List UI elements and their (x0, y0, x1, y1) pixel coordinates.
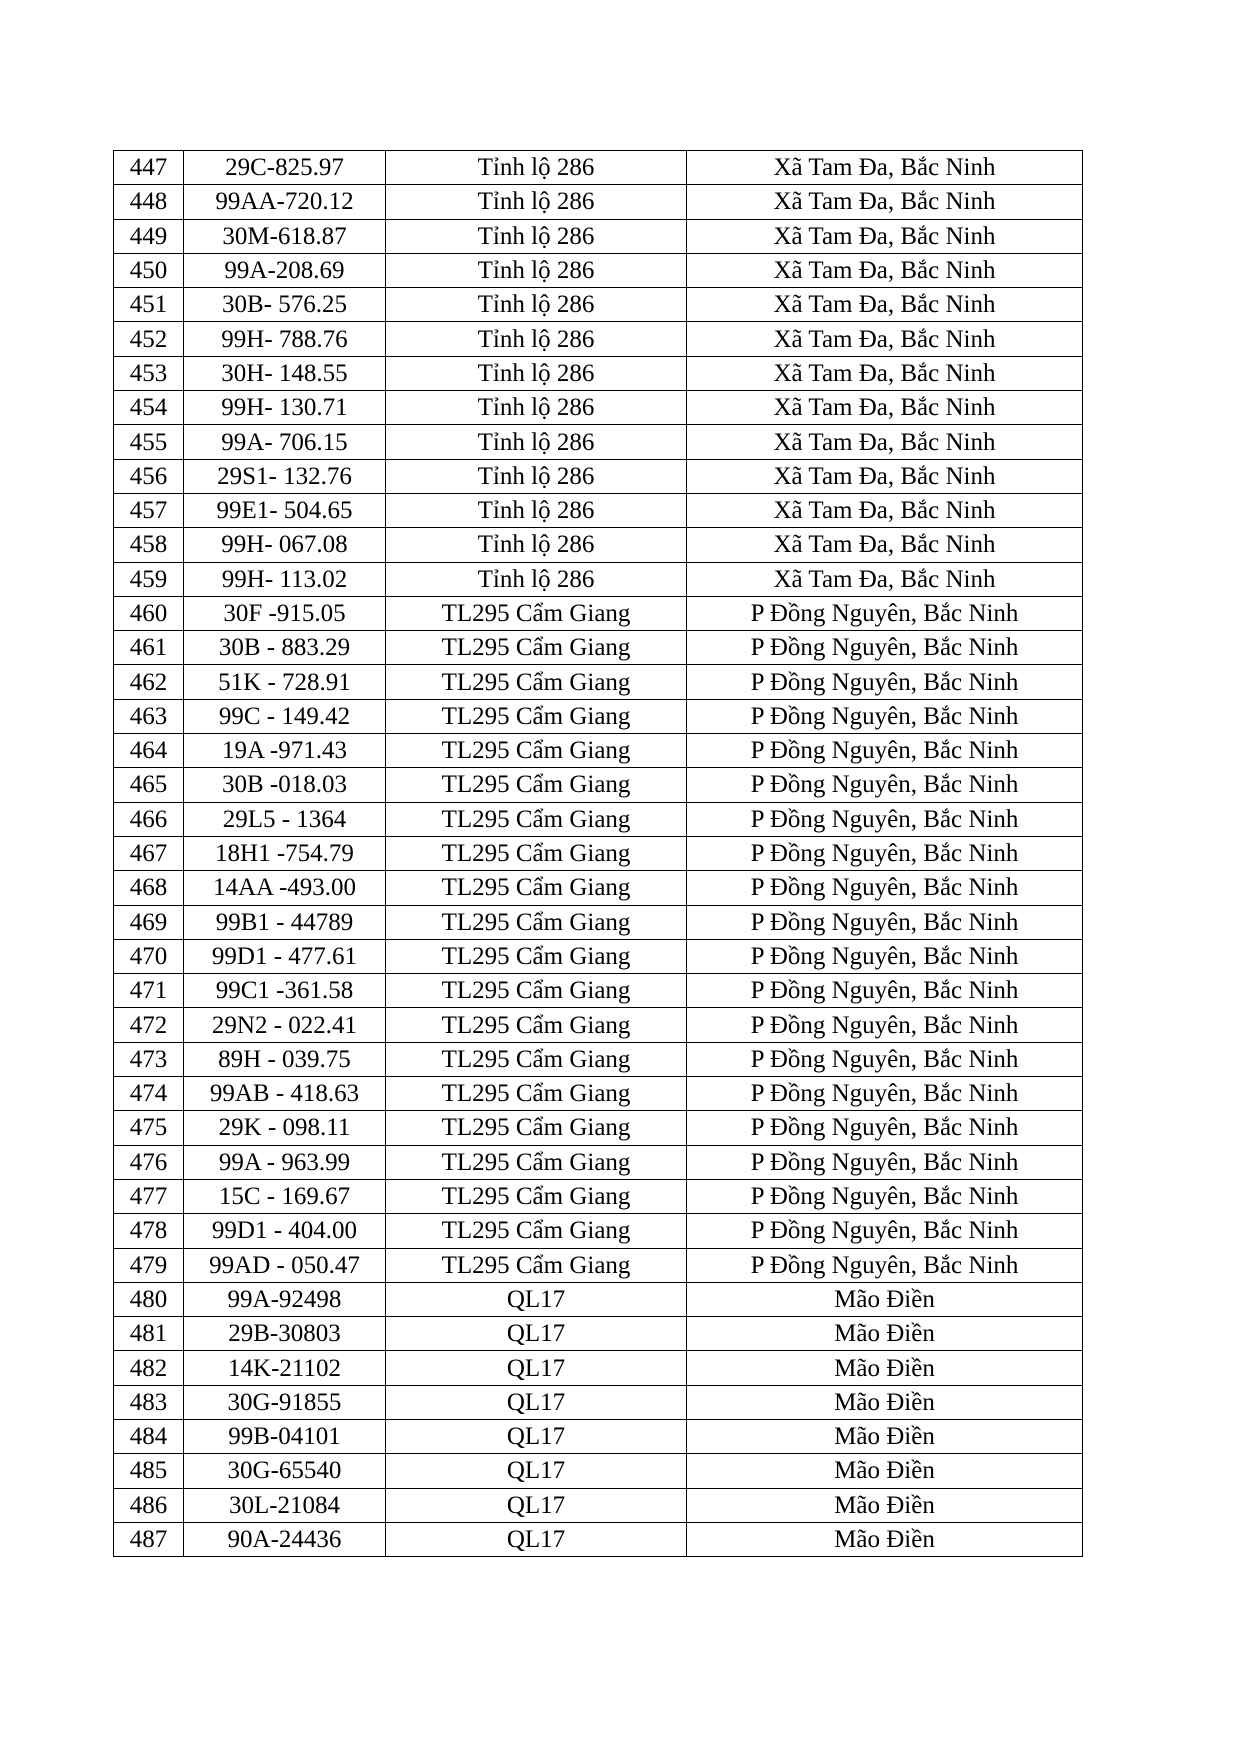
table-body (114, 151, 1083, 1557)
road-cell: TL295 Cẩm Giang (386, 871, 687, 905)
table-row (114, 1042, 1083, 1076)
license-plate-cell: 99E1- 504.65 (184, 493, 386, 527)
road-cell: TL295 Cẩm Giang (386, 665, 687, 699)
location-cell: Xã Tam Đa, Bắc Ninh (687, 459, 1083, 493)
license-plate-cell: 99B-04101 (184, 1419, 386, 1453)
table-row (114, 1385, 1083, 1419)
location-cell: P Đồng Nguyên, Bắc Ninh (687, 596, 1083, 630)
row-number-cell: 449 (114, 219, 184, 253)
row-number-cell: 450 (114, 253, 184, 287)
location-cell: P Đồng Nguyên, Bắc Ninh (687, 1248, 1083, 1282)
road-cell: TL295 Cẩm Giang (386, 699, 687, 733)
road-cell: TL295 Cẩm Giang (386, 1042, 687, 1076)
license-plate-cell: 15C - 169.67 (184, 1179, 386, 1213)
row-number-cell: 475 (114, 1111, 184, 1145)
row-number-cell: 458 (114, 528, 184, 562)
license-plate-cell: 99A-92498 (184, 1282, 386, 1316)
road-cell: TL295 Cẩm Giang (386, 768, 687, 802)
table-row (114, 185, 1083, 219)
row-number-cell: 462 (114, 665, 184, 699)
road-cell: Tỉnh lộ 286 (386, 528, 687, 562)
row-number-cell: 451 (114, 288, 184, 322)
table-row (114, 253, 1083, 287)
row-number-cell: 471 (114, 974, 184, 1008)
table-row (114, 322, 1083, 356)
road-cell: QL17 (386, 1385, 687, 1419)
table-row (114, 836, 1083, 870)
road-cell: TL295 Cẩm Giang (386, 631, 687, 665)
row-number-cell: 481 (114, 1317, 184, 1351)
row-number-cell: 460 (114, 596, 184, 630)
license-plate-cell: 29C-825.97 (184, 151, 386, 185)
location-cell: P Đồng Nguyên, Bắc Ninh (687, 1077, 1083, 1111)
table-row (114, 974, 1083, 1008)
row-number-cell: 459 (114, 562, 184, 596)
road-cell: Tỉnh lộ 286 (386, 185, 687, 219)
location-cell: Xã Tam Đa, Bắc Ninh (687, 151, 1083, 185)
table-row (114, 1077, 1083, 1111)
violations-table (113, 150, 1083, 1557)
row-number-cell: 452 (114, 322, 184, 356)
license-plate-cell: 14K-21102 (184, 1351, 386, 1385)
row-number-cell: 469 (114, 905, 184, 939)
table-row (114, 1317, 1083, 1351)
table-row (114, 528, 1083, 562)
location-cell: Mão Điền (687, 1282, 1083, 1316)
license-plate-cell: 99D1 - 404.00 (184, 1214, 386, 1248)
license-plate-cell: 99A-208.69 (184, 253, 386, 287)
location-cell: Xã Tam Đa, Bắc Ninh (687, 528, 1083, 562)
location-cell: P Đồng Nguyên, Bắc Ninh (687, 734, 1083, 768)
table-row (114, 1522, 1083, 1556)
row-number-cell: 472 (114, 1008, 184, 1042)
license-plate-cell: 30L-21084 (184, 1488, 386, 1522)
license-plate-cell: 99AB - 418.63 (184, 1077, 386, 1111)
location-cell: P Đồng Nguyên, Bắc Ninh (687, 768, 1083, 802)
license-plate-cell: 90A-24436 (184, 1522, 386, 1556)
location-cell: Xã Tam Đa, Bắc Ninh (687, 356, 1083, 390)
license-plate-cell: 29S1- 132.76 (184, 459, 386, 493)
road-cell: TL295 Cẩm Giang (386, 734, 687, 768)
table-row (114, 391, 1083, 425)
license-plate-cell: 18H1 -754.79 (184, 836, 386, 870)
table-row (114, 459, 1083, 493)
road-cell: TL295 Cẩm Giang (386, 939, 687, 973)
row-number-cell: 457 (114, 493, 184, 527)
row-number-cell: 486 (114, 1488, 184, 1522)
table-row (114, 665, 1083, 699)
location-cell: P Đồng Nguyên, Bắc Ninh (687, 871, 1083, 905)
row-number-cell: 478 (114, 1214, 184, 1248)
license-plate-cell: 99A - 963.99 (184, 1145, 386, 1179)
road-cell: Tỉnh lộ 286 (386, 219, 687, 253)
row-number-cell: 477 (114, 1179, 184, 1213)
row-number-cell: 463 (114, 699, 184, 733)
road-cell: QL17 (386, 1282, 687, 1316)
row-number-cell: 454 (114, 391, 184, 425)
row-number-cell: 465 (114, 768, 184, 802)
location-cell: P Đồng Nguyên, Bắc Ninh (687, 836, 1083, 870)
table-row (114, 905, 1083, 939)
road-cell: TL295 Cẩm Giang (386, 1008, 687, 1042)
license-plate-cell: 30G-65540 (184, 1454, 386, 1488)
location-cell: Xã Tam Đa, Bắc Ninh (687, 562, 1083, 596)
location-cell: Xã Tam Đa, Bắc Ninh (687, 322, 1083, 356)
license-plate-cell: 99D1 - 477.61 (184, 939, 386, 973)
license-plate-cell: 30B- 576.25 (184, 288, 386, 322)
row-number-cell: 483 (114, 1385, 184, 1419)
license-plate-cell: 99H- 788.76 (184, 322, 386, 356)
table-row (114, 1454, 1083, 1488)
table-row (114, 596, 1083, 630)
license-plate-cell: 29B-30803 (184, 1317, 386, 1351)
location-cell: Mão Điền (687, 1385, 1083, 1419)
road-cell: TL295 Cẩm Giang (386, 1077, 687, 1111)
license-plate-cell: 29K - 098.11 (184, 1111, 386, 1145)
location-cell: Mão Điền (687, 1488, 1083, 1522)
location-cell: P Đồng Nguyên, Bắc Ninh (687, 1214, 1083, 1248)
road-cell: TL295 Cẩm Giang (386, 974, 687, 1008)
row-number-cell: 470 (114, 939, 184, 973)
location-cell: Mão Điền (687, 1351, 1083, 1385)
license-plate-cell: 30B - 883.29 (184, 631, 386, 665)
road-cell: QL17 (386, 1317, 687, 1351)
license-plate-cell: 99C - 149.42 (184, 699, 386, 733)
table-row (114, 1111, 1083, 1145)
table-row (114, 734, 1083, 768)
license-plate-cell: 99H- 130.71 (184, 391, 386, 425)
row-number-cell: 484 (114, 1419, 184, 1453)
row-number-cell: 487 (114, 1522, 184, 1556)
row-number-cell: 480 (114, 1282, 184, 1316)
location-cell: P Đồng Nguyên, Bắc Ninh (687, 974, 1083, 1008)
location-cell: P Đồng Nguyên, Bắc Ninh (687, 939, 1083, 973)
license-plate-cell: 51K - 728.91 (184, 665, 386, 699)
location-cell: P Đồng Nguyên, Bắc Ninh (687, 802, 1083, 836)
location-cell: Xã Tam Đa, Bắc Ninh (687, 425, 1083, 459)
license-plate-cell: 99H- 113.02 (184, 562, 386, 596)
row-number-cell: 479 (114, 1248, 184, 1282)
road-cell: Tỉnh lộ 286 (386, 356, 687, 390)
location-cell: Xã Tam Đa, Bắc Ninh (687, 219, 1083, 253)
license-plate-cell: 30B -018.03 (184, 768, 386, 802)
table-row (114, 219, 1083, 253)
row-number-cell: 448 (114, 185, 184, 219)
row-number-cell: 456 (114, 459, 184, 493)
license-plate-cell: 99B1 - 44789 (184, 905, 386, 939)
table-row (114, 151, 1083, 185)
road-cell: QL17 (386, 1419, 687, 1453)
row-number-cell: 466 (114, 802, 184, 836)
row-number-cell: 476 (114, 1145, 184, 1179)
location-cell: Mão Điền (687, 1522, 1083, 1556)
table-row (114, 288, 1083, 322)
table-row (114, 1248, 1083, 1282)
location-cell: Xã Tam Đa, Bắc Ninh (687, 288, 1083, 322)
location-cell: P Đồng Nguyên, Bắc Ninh (687, 1111, 1083, 1145)
location-cell: P Đồng Nguyên, Bắc Ninh (687, 699, 1083, 733)
location-cell: Xã Tam Đa, Bắc Ninh (687, 253, 1083, 287)
row-number-cell: 485 (114, 1454, 184, 1488)
road-cell: Tỉnh lộ 286 (386, 253, 687, 287)
license-plate-cell: 30M-618.87 (184, 219, 386, 253)
license-plate-cell: 30H- 148.55 (184, 356, 386, 390)
table-row (114, 562, 1083, 596)
road-cell: TL295 Cẩm Giang (386, 1111, 687, 1145)
road-cell: Tỉnh lộ 286 (386, 425, 687, 459)
road-cell: Tỉnh lộ 286 (386, 322, 687, 356)
table-row (114, 493, 1083, 527)
row-number-cell: 468 (114, 871, 184, 905)
road-cell: Tỉnh lộ 286 (386, 562, 687, 596)
road-cell: Tỉnh lộ 286 (386, 391, 687, 425)
location-cell: P Đồng Nguyên, Bắc Ninh (687, 905, 1083, 939)
location-cell: Mão Điền (687, 1454, 1083, 1488)
table-row (114, 802, 1083, 836)
location-cell: P Đồng Nguyên, Bắc Ninh (687, 1042, 1083, 1076)
location-cell: P Đồng Nguyên, Bắc Ninh (687, 1179, 1083, 1213)
table-row (114, 1145, 1083, 1179)
road-cell: Tỉnh lộ 286 (386, 493, 687, 527)
table-row (114, 1179, 1083, 1213)
table-row (114, 768, 1083, 802)
license-plate-cell: 29N2 - 022.41 (184, 1008, 386, 1042)
road-cell: TL295 Cẩm Giang (386, 1214, 687, 1248)
table-row (114, 356, 1083, 390)
location-cell: Xã Tam Đa, Bắc Ninh (687, 391, 1083, 425)
road-cell: QL17 (386, 1454, 687, 1488)
row-number-cell: 474 (114, 1077, 184, 1111)
location-cell: Xã Tam Đa, Bắc Ninh (687, 493, 1083, 527)
road-cell: TL295 Cẩm Giang (386, 1248, 687, 1282)
license-plate-cell: 89H - 039.75 (184, 1042, 386, 1076)
road-cell: QL17 (386, 1488, 687, 1522)
road-cell: Tỉnh lộ 286 (386, 459, 687, 493)
location-cell: Mão Điền (687, 1419, 1083, 1453)
location-cell: P Đồng Nguyên, Bắc Ninh (687, 1008, 1083, 1042)
license-plate-cell: 99AA-720.12 (184, 185, 386, 219)
row-number-cell: 473 (114, 1042, 184, 1076)
location-cell: P Đồng Nguyên, Bắc Ninh (687, 665, 1083, 699)
table-row (114, 1351, 1083, 1385)
license-plate-cell: 99A- 706.15 (184, 425, 386, 459)
row-number-cell: 461 (114, 631, 184, 665)
road-cell: QL17 (386, 1522, 687, 1556)
row-number-cell: 453 (114, 356, 184, 390)
road-cell: Tỉnh lộ 286 (386, 288, 687, 322)
row-number-cell: 447 (114, 151, 184, 185)
location-cell: Mão Điền (687, 1317, 1083, 1351)
table-row (114, 1282, 1083, 1316)
license-plate-cell: 14AA -493.00 (184, 871, 386, 905)
license-plate-cell: 29L5 - 1364 (184, 802, 386, 836)
table-row (114, 871, 1083, 905)
road-cell: TL295 Cẩm Giang (386, 836, 687, 870)
row-number-cell: 455 (114, 425, 184, 459)
license-plate-cell: 19A -971.43 (184, 734, 386, 768)
table-row (114, 1214, 1083, 1248)
road-cell: TL295 Cẩm Giang (386, 596, 687, 630)
location-cell: P Đồng Nguyên, Bắc Ninh (687, 1145, 1083, 1179)
road-cell: Tỉnh lộ 286 (386, 151, 687, 185)
license-plate-cell: 99H- 067.08 (184, 528, 386, 562)
license-plate-cell: 30F -915.05 (184, 596, 386, 630)
road-cell: TL295 Cẩm Giang (386, 1179, 687, 1213)
location-cell: Xã Tam Đa, Bắc Ninh (687, 185, 1083, 219)
table-row (114, 939, 1083, 973)
location-cell: P Đồng Nguyên, Bắc Ninh (687, 631, 1083, 665)
row-number-cell: 482 (114, 1351, 184, 1385)
road-cell: QL17 (386, 1351, 687, 1385)
table-row (114, 1419, 1083, 1453)
license-plate-cell: 99AD - 050.47 (184, 1248, 386, 1282)
road-cell: TL295 Cẩm Giang (386, 802, 687, 836)
table-row (114, 699, 1083, 733)
road-cell: TL295 Cẩm Giang (386, 905, 687, 939)
license-plate-cell: 30G-91855 (184, 1385, 386, 1419)
table-row (114, 425, 1083, 459)
license-plate-cell: 99C1 -361.58 (184, 974, 386, 1008)
row-number-cell: 467 (114, 836, 184, 870)
table-row (114, 1008, 1083, 1042)
table-row (114, 631, 1083, 665)
road-cell: TL295 Cẩm Giang (386, 1145, 687, 1179)
row-number-cell: 464 (114, 734, 184, 768)
table-row (114, 1488, 1083, 1522)
